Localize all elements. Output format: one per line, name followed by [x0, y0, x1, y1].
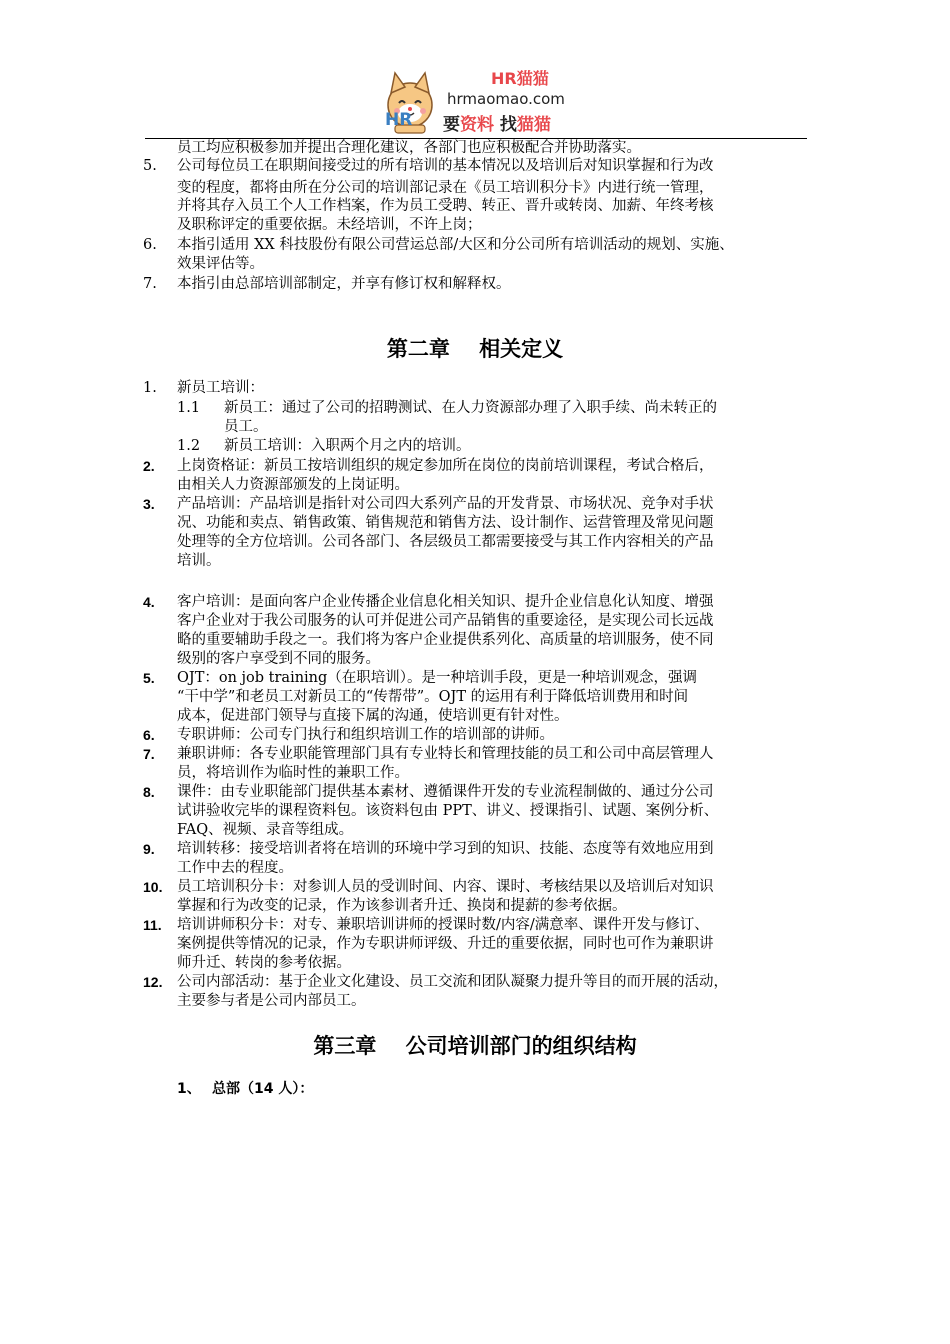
text-line: 试讲验收完毕的课程资料包。该资料包由 PPT、讲义、授课指引、试题、案例分析、: [177, 803, 719, 819]
text-line: 由相关人力资源部颁发的上岗证明。: [177, 477, 409, 493]
chapter-2-title: 第二章 相关定义: [386, 337, 564, 361]
page-header: [145, 62, 807, 138]
text-line: 略的重要辅助手段之一。我们将为客户企业提供系列化、高质量的培训服务，使不同: [177, 632, 714, 648]
item-number: 10.: [143, 879, 163, 895]
text-line: 新员工培训：入职两个月之内的培训。: [224, 438, 471, 454]
text-line: 员，将培训作为临时性的兼职工作。: [177, 765, 409, 781]
text-line: 课件：由专业职能部门提供基本素材、遵循课件开发的专业流程制做的、通过分公司: [177, 784, 714, 800]
text-line: OJT：on job training（在职培训）。是一种培训手段，更是一种培训观念，强调: [177, 670, 698, 686]
text-line: 专职讲师：公司专门执行和组织培训工作的培训部的讲师。: [177, 727, 554, 743]
sub-heading-number: 1、: [177, 1081, 201, 1097]
item-number: 7.: [143, 276, 157, 292]
text-line: 师升迁、转岗的参考依据。: [177, 955, 351, 971]
item-number: 2.: [143, 458, 155, 474]
item-number: 5.: [143, 670, 155, 686]
item-number: 8.: [143, 784, 155, 800]
item-number: 6.: [143, 727, 155, 743]
item-number: 4.: [143, 594, 155, 610]
chapter-3-title: 第三章 公司培训部门的组织结构: [313, 1034, 637, 1058]
item-number: 11.: [143, 917, 162, 933]
brand-name: HR猫猫: [491, 69, 549, 88]
text-line: 公司内部活动：基于企业文化建设、员工交流和团队凝聚力提升等目的而开展的活动，: [177, 974, 728, 990]
text-line: 成本，促进部门领导与直接下属的沟通，使培训更有针对性。: [177, 708, 569, 724]
brand-domain: hrmaomao.com: [447, 90, 565, 108]
sub-item-number: 1.1: [177, 400, 201, 416]
text-line: 客户培训：是面向客户企业传播企业信息化相关知识、提升企业信息化认知度、增强: [177, 594, 714, 610]
text-line: 本指引由总部培训部制定，并享有修订权和解释权。: [177, 276, 511, 292]
text-line: 工作中去的程度。: [177, 860, 293, 876]
text-line: 变的程度，都将由所在分公司的培训部记录在《员工培训积分卡》内进行统一管理，: [177, 180, 714, 196]
text-line: 培训讲师积分卡：对专、兼职培训讲师的授课时数/内容/满意率、课件开发与修订、: [177, 917, 709, 933]
sub-item-number: 1.2: [177, 438, 201, 454]
text-line: 及职称评定的重要依据。未经培训，不许上岗；: [177, 217, 482, 233]
text-line: 培训转移：接受培训者将在培训的环境中学习到的知识、技能、态度等有效地应用到: [177, 841, 714, 857]
item-number: 1.: [143, 380, 157, 396]
hr-mark: HR: [385, 110, 413, 130]
text-line: 效果评估等。: [177, 256, 264, 272]
text-line: 并将其存入员工个人工作档案，作为员工受聘、转正、晋升或转岗、加薪、年终考核: [177, 198, 714, 214]
text-line: FAQ、视频、录音等组成。: [177, 822, 354, 838]
continuation-line: 员工均应积极参加并提出合理化建议，各部门也应积极配合并协助落实。: [177, 140, 641, 156]
text-line: 员工。: [224, 419, 268, 435]
item-number: 12.: [143, 974, 163, 990]
text-line: 员工培训积分卡：对参训人员的受训时间、内容、课时、考核结果以及培训后对知识: [177, 879, 714, 895]
text-line: 新员工：通过了公司的招聘测试、在人力资源部办理了入职手续、尚未转正的: [224, 400, 717, 416]
sub-heading-label: 总部（14 人）：: [212, 1081, 314, 1097]
text-line: 新员工培训：: [177, 380, 264, 396]
item-number: 3.: [143, 496, 155, 512]
text-line: 兼职讲师：各专业职能管理部门具有专业特长和管理技能的员工和公司中高层管理人: [177, 746, 714, 762]
brand-slogan: 要资料 找猫猫: [443, 115, 551, 135]
text-line: 上岗资格证：新员工按培训组织的规定参加所在岗位的岗前培训课程，考试合格后，: [177, 458, 714, 474]
item-number: 6.: [143, 237, 157, 253]
text-line: 客户企业对于我公司服务的认可并促进公司产品销售的重要途径，是实现公司长远战: [177, 613, 714, 629]
text-line: 级别的客户享受到不同的服务。: [177, 651, 380, 667]
item-number: 5.: [143, 158, 157, 174]
item-number: 7.: [143, 746, 155, 762]
text-line: “干中学”和老员工对新员工的“传帮带”。OJT 的运用有利于降低培训费用和时间: [177, 689, 689, 705]
text-line: 培训。: [177, 553, 221, 569]
text-line: 公司每位员工在职期间接受过的所有培训的基本情况以及培训后对知识掌握和行为改: [177, 158, 714, 174]
text-line: 本指引适用 XX 科技股份有限公司营运总部/大区和分公司所有培训活动的规划、实施、: [177, 237, 734, 253]
text-line: 掌握和行为改变的记录，作为该参训者升迁、换岗和提薪的参考依据。: [177, 898, 627, 914]
text-line: 处理等的全方位培训。公司各部门、各层级员工都需要接受与其工作内容相关的产品: [177, 534, 714, 550]
text-line: 产品培训：产品培训是指针对公司四大系列产品的开发背景、市场状况、竞争对手状: [177, 496, 714, 512]
item-number: 9.: [143, 841, 155, 857]
text-line: 况、功能和卖点、销售政策、销售规范和销售方法、设计制作、运营管理及常见问题: [177, 515, 714, 531]
text-line: 主要参与者是公司内部员工。: [177, 993, 366, 1009]
text-line: 案例提供等情况的记录，作为专职讲师评级、升迁的重要依据，同时也可作为兼职讲: [177, 936, 714, 952]
